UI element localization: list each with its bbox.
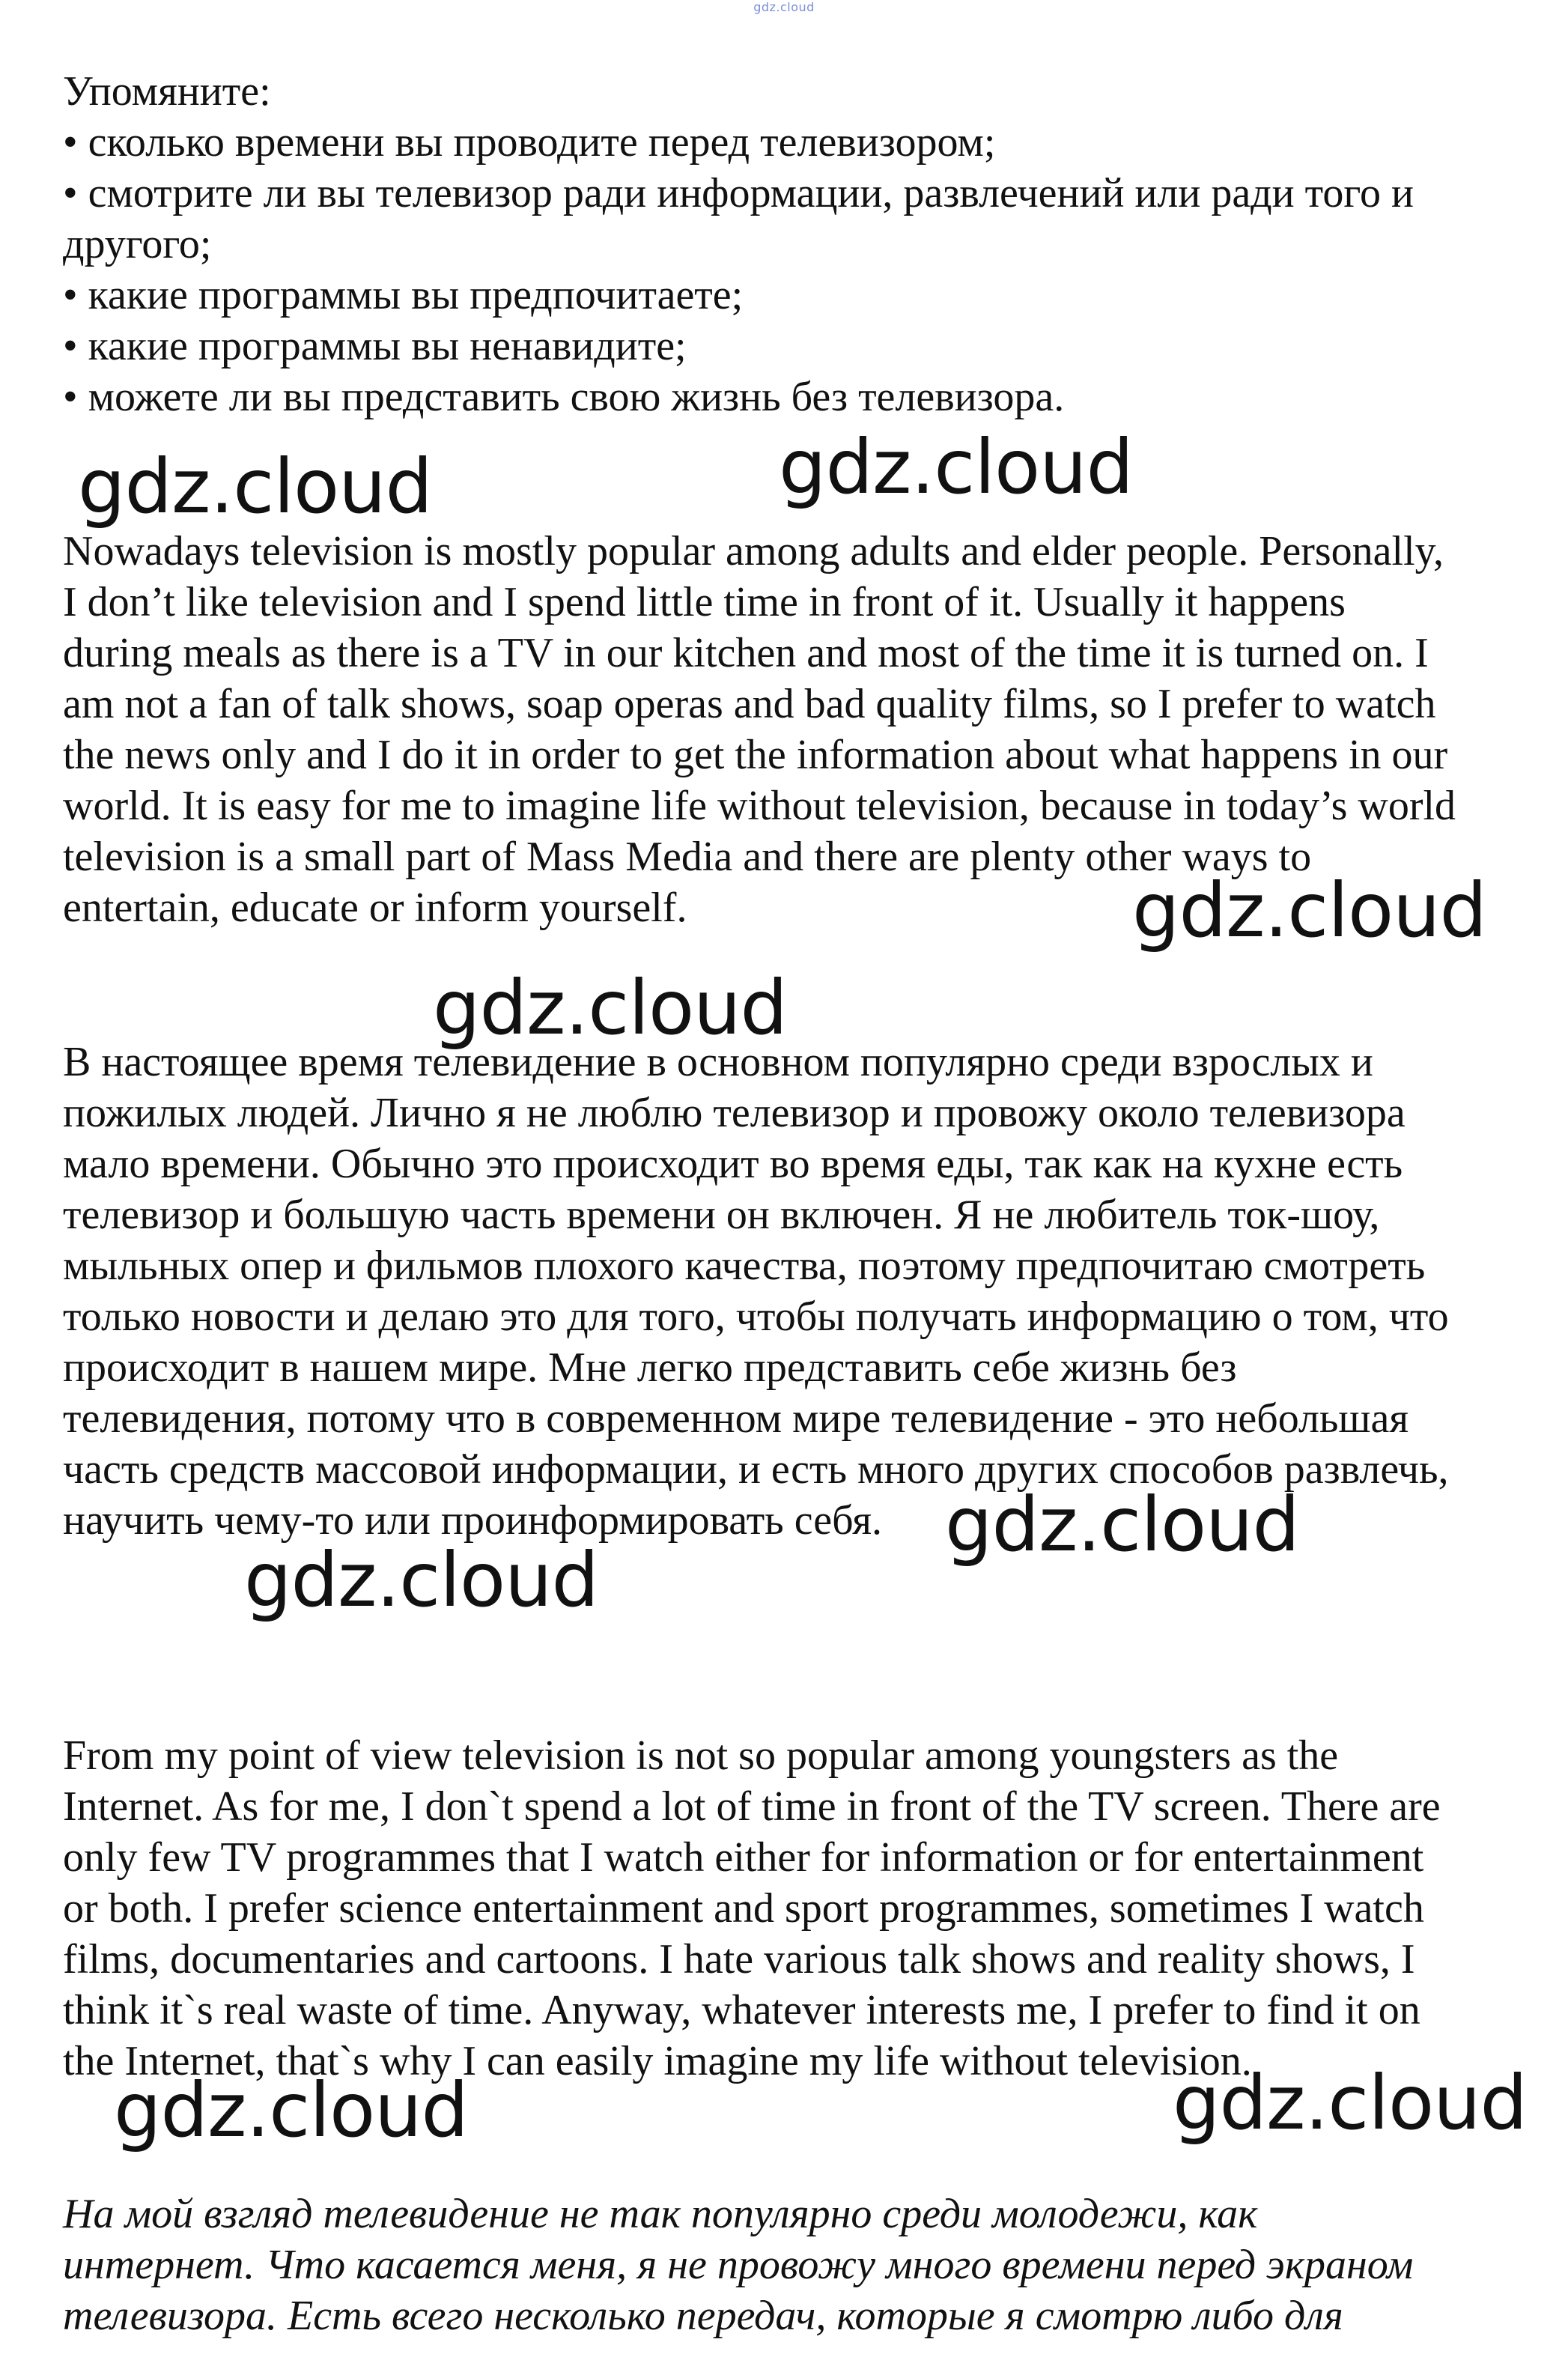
paragraph-line: На мой взгляд телевидение не так популярно среди молодежи, как xyxy=(63,2191,1258,2237)
answer2-english xyxy=(63,1730,1531,2087)
paragraph-line: происходит в нашем мире. Мне легко представить себе жизнь без xyxy=(63,1344,1237,1391)
paragraph-line: think it`s real waste of time. Anyway, whatever interests me, I prefer to find it on xyxy=(63,1987,1420,2033)
task-line: другого; xyxy=(63,221,212,267)
task-line: Упомяните: xyxy=(63,68,271,115)
paragraph-line: В настоящее время телевидение в основном популярно среди взрослых и xyxy=(63,1039,1373,1085)
paragraph-line: am not a fan of talk shows, soap operas and bad quality films, so I prefer to watch xyxy=(63,681,1436,727)
paragraph-line: мыльных опер и фильмов плохого качества, поэтому предпочитаю смотреть xyxy=(63,1243,1426,1289)
paragraph-line: мало времени. Обычно это происходит во время еды, так как на кухне есть xyxy=(63,1141,1403,1187)
paragraph-line: the news only and I do it in order to get the information about what happens in our xyxy=(63,732,1448,778)
watermark: gdz.cloud xyxy=(244,1536,599,1624)
paragraph-line: entertain, educate or inform yourself. xyxy=(63,885,687,931)
paragraph-line: пожилых людей. Лично я не люблю телевизор и провожу около телевизора xyxy=(63,1090,1406,1136)
task-line: • можете ли вы представить свою жизнь без телевизора. xyxy=(63,374,1065,420)
watermark: gdz.cloud xyxy=(945,1481,1300,1568)
header-watermark: gdz.cloud xyxy=(753,0,815,14)
paragraph-line: I don’t like television and I spend little time in front of it. Usually it happens xyxy=(63,579,1346,625)
paragraph-line: часть средств массовой информации, и есть много других способов развлечь, xyxy=(63,1446,1449,1493)
paragraph-line: the Internet, that`s why I can easily imagine my life without television. xyxy=(63,2038,1252,2084)
task-line: • какие программы вы ненавидите; xyxy=(63,323,687,369)
paragraph-line: films, documentaries and cartoons. I hate various talk shows and reality shows, I xyxy=(63,1936,1415,1983)
paragraph-line: or both. I prefer science entertainment and sport programmes, sometimes I watch xyxy=(63,1885,1424,1932)
task-block xyxy=(63,66,1531,422)
watermark: gdz.cloud xyxy=(433,964,788,1052)
paragraph-line: телевизор и большую часть времени он включен. Я не любитель ток-шоу, xyxy=(63,1192,1380,1238)
task-line: • сколько времени вы проводите перед телевизором; xyxy=(63,119,996,166)
paragraph-line: телевидения, потому что в современном мире телевидение - это небольшая xyxy=(63,1395,1409,1442)
watermark: gdz.cloud xyxy=(78,443,433,530)
paragraph-line: From my point of view television is not so popular among youngsters as the xyxy=(63,1732,1339,1779)
watermark: gdz.cloud xyxy=(779,423,1134,511)
watermark: gdz.cloud xyxy=(1132,867,1487,954)
paragraph-line: Internet. As for me, I don`t spend a lot of time in front of the TV screen. There are xyxy=(63,1783,1441,1830)
paragraph-line: интернет. Что касается меня, я не провожу много времени перед экраном xyxy=(63,2242,1414,2288)
paragraph-line: Nowadays television is mostly popular among adults and elder people. Personally, xyxy=(63,528,1444,574)
paragraph-line: during meals as there is a TV in our kitchen and most of the time it is turned on. I xyxy=(63,630,1429,676)
paragraph-line: только новости и делаю это для того, чтобы получать информацию о том, что xyxy=(63,1293,1449,1340)
watermark: gdz.cloud xyxy=(114,2066,469,2154)
watermark: gdz.cloud xyxy=(1173,2059,1528,2147)
task-line: • какие программы вы предпочитаете; xyxy=(63,272,744,318)
task-line: • смотрите ли вы телевизор ради информации, развлечений или ради того и xyxy=(63,170,1414,216)
answer2-russian xyxy=(63,2189,1531,2341)
paragraph-line: only few TV programmes that I watch either for information or for entertainment xyxy=(63,1834,1424,1881)
answer1-russian xyxy=(63,1037,1531,1546)
paragraph-line: научить чему-то или проинформировать себя. xyxy=(63,1497,882,1544)
paragraph-line: world. It is easy for me to imagine life without television, because in today’s world xyxy=(63,783,1456,829)
paragraph-line: телевизора. Есть всего несколько передач, которые я смотрю либо для xyxy=(63,2293,1343,2339)
paragraph-line: television is a small part of Mass Media and there are plenty other ways to xyxy=(63,834,1312,880)
